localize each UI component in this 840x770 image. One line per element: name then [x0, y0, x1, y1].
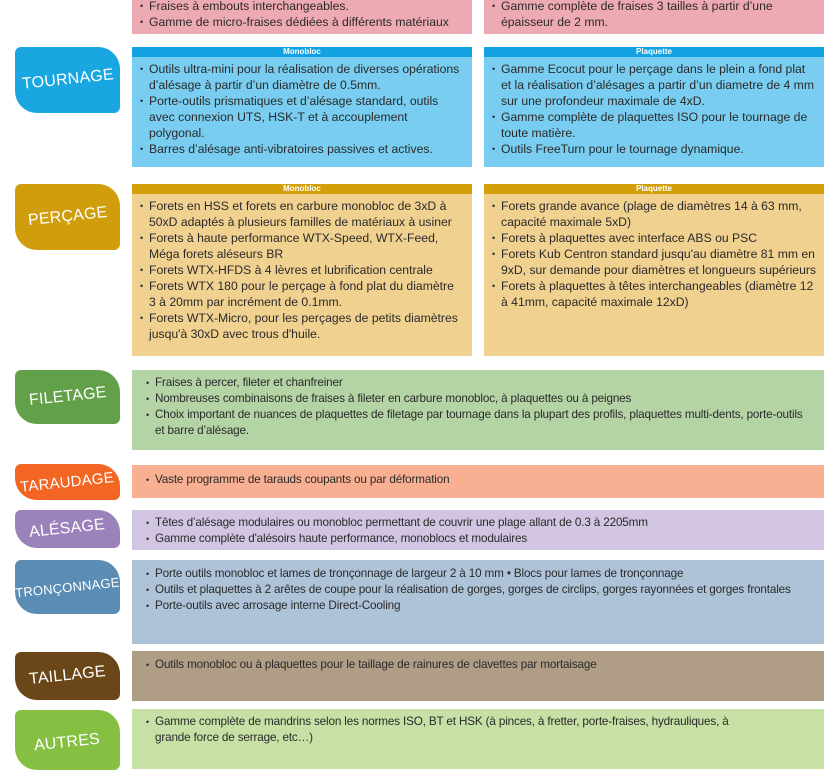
- fraisage-plaquette-box: [484, 0, 824, 34]
- tronconnage-box: [132, 560, 824, 644]
- filetage-box: [132, 370, 824, 450]
- tournage-monobloc-box: [132, 47, 472, 167]
- list-item: • Barres d’alésage anti-vibratoires passives et actives.: [139, 141, 464, 157]
- list-item: • Forets WTX-HFDS à 4 lèvres et lubrification centrale: [139, 262, 464, 278]
- list-item: • Porte outils monobloc et lames de tronçonnage de largeur 2 à 10 mm • Blocs pour lames de tronçonnage: [145, 566, 814, 582]
- list-item: • Forets grande avance (plage de diamètres 14 à 63 mm, capacité maximale 5xD): [491, 198, 816, 230]
- column-header: Monobloc: [132, 47, 472, 57]
- alesage-box: [132, 510, 824, 550]
- list-item: • Forets à plaquettes à têtes interchangeables (diamètre 12 à 41mm, capacité maximale 12xD): [491, 278, 816, 310]
- list-item: • Fraises à embouts interchangeables.: [139, 0, 464, 14]
- list-item: • Gamme complète de plaquettes ISO pour le tournage de toute matière.: [491, 109, 816, 141]
- list-item: • Forets à plaquettes avec interface ABS ou PSC: [491, 230, 816, 246]
- list-item: • Forets WTX-Micro, pour les perçages de petits diamètres jusqu'à 30xD avec trous d'huile.: [139, 310, 464, 342]
- list-item: • Outils FreeTurn pour le tournage dynamique.: [491, 141, 816, 157]
- section-label-autres: AUTRES: [15, 710, 120, 770]
- list-item: • Nombreuses combinaisons de fraises à fileter en carbure monobloc, à plaquettes ou à peignes: [145, 391, 814, 407]
- list-item: • Choix important de nuances de plaquettes de filetage par tournage dans la plupart des profils, plaquettes multi-dents, porte-outils et barre d’alésage.: [145, 407, 814, 439]
- list-item: • Vaste programme de tarauds coupants ou par déformation: [145, 472, 814, 488]
- list-item: • Gamme de micro-fraises dédiées à différents matériaux: [139, 14, 464, 30]
- list-item: • Porte-outils avec arrosage interne Direct-Cooling: [145, 598, 814, 614]
- list-item: • Têtes d’alésage modulaires ou monobloc permettant de couvrir une plage allant de 0.3 à 2205mm: [145, 515, 814, 531]
- list-item: • Gamme Ecocut pour le perçage dans le plein a fond plat et la réalisation d’alésages a partir d’un diametre de 4 mm sur une profondeur maximale de 4xD.: [491, 61, 816, 109]
- section-label-filetage: FILETAGE: [15, 370, 120, 424]
- list-item: • Porte-outils prismatiques et d’alésage standard, outils avec connexion UTS, HSK-T et à accouplement polygonal.: [139, 93, 464, 141]
- list-item: • Outils monobloc ou à plaquettes pour le taillage de rainures de clavettes par mortaisage: [145, 657, 814, 673]
- column-header: Plaquette: [484, 47, 824, 57]
- list-item: • Gamme complète de mandrins selon les normes ISO, BT et HSK (à pinces, à fretter, porte-fraises, hydrauliques, à grande force de serrage, etc…): [145, 714, 764, 746]
- autres-box: [132, 709, 824, 769]
- list-item: • Forets à haute performance WTX-Speed, WTX-Feed, Méga forets aléseurs BR: [139, 230, 464, 262]
- column-header: Plaquette: [484, 184, 824, 194]
- list-item: • Gamme complète d'alésoirs haute performance, monoblocs et modulaires: [145, 531, 814, 547]
- section-label-taillage: TAILLAGE: [15, 652, 120, 700]
- list-item: • Forets en HSS et forets en carbure monobloc de 3xD à 50xD adaptés à plusieurs familles de matériaux à usiner: [139, 198, 464, 230]
- list-item: • Gamme complète de fraises 3 tailles à partir d’une épaisseur de 2 mm.: [491, 0, 816, 30]
- column-header: Monobloc: [132, 184, 472, 194]
- section-label-taraudage: TARAUDAGE: [15, 464, 120, 500]
- taraudage-box: [132, 465, 824, 498]
- section-label-tournage: TOURNAGE: [15, 47, 120, 113]
- list-item: • Outils et plaquettes à 2 arêtes de coupe pour la réalisation de gorges, gorges de circlips, gorges rayonnées et gorges frontales: [145, 582, 814, 598]
- list-item: • Outils ultra-mini pour la réalisation de diverses opérations d’alésage à partir d’un diamètre de 0.5mm.: [139, 61, 464, 93]
- list-item: • Forets Kub Centron standard jusqu'au diamètre 81 mm en 9xD, sur demande pour diamètres et longueurs supérieurs: [491, 246, 816, 278]
- percage-plaquette-box: [484, 184, 824, 356]
- list-item: • Forets WTX 180 pour le perçage à fond plat du diamètre 3 à 20mm par incrément de 0.1mm.: [139, 278, 464, 310]
- section-label-percage: PERÇAGE: [15, 184, 120, 250]
- percage-monobloc-box: [132, 184, 472, 356]
- list-item: • Fraises à percer, fileter et chanfreiner: [145, 375, 814, 391]
- section-label-tronconnage: TRONÇONNAGE: [15, 560, 120, 614]
- taillage-box: [132, 651, 824, 701]
- fraisage-monobloc-box: [132, 0, 472, 34]
- tournage-plaquette-box: [484, 47, 824, 167]
- section-label-alesage: ALÉSAGE: [15, 510, 120, 548]
